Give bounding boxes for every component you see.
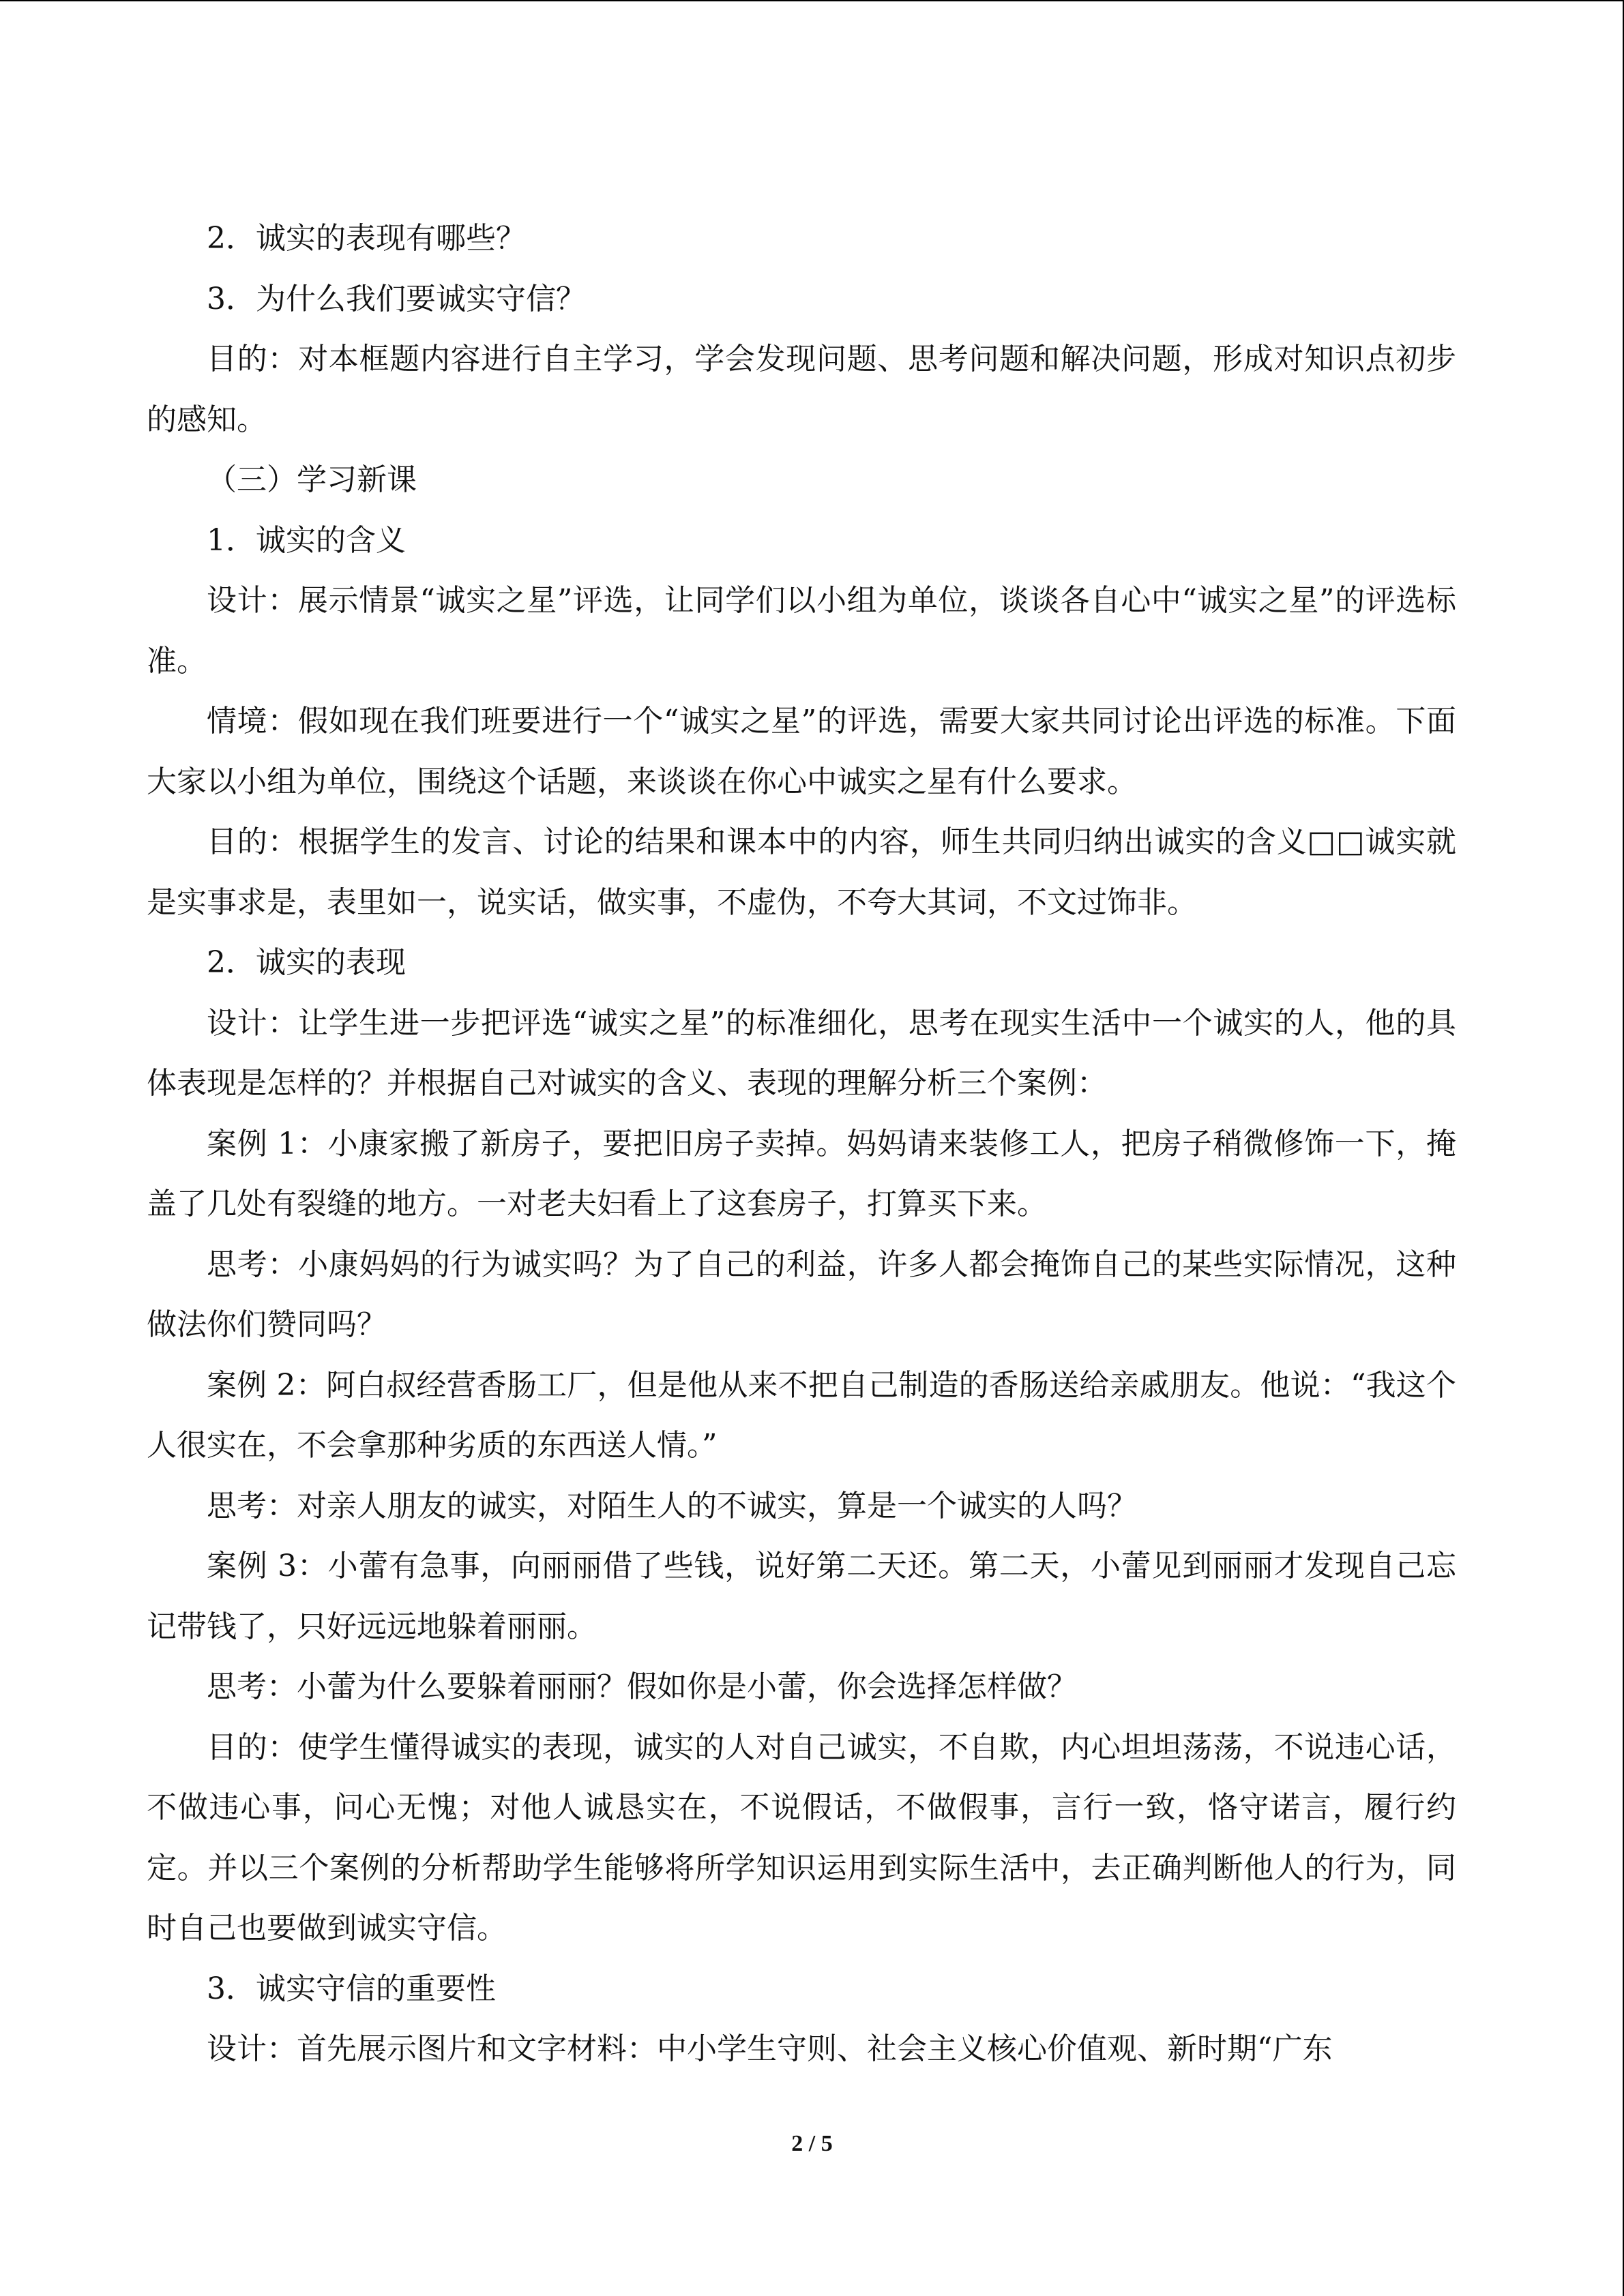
purpose-paragraph: 目的：根据学生的发言、讨论的结果和课本中的内容，师生共同归纳出诚实的含义□□诚实就是实事求是，表里如一，说实话，做实事，不虚伪，不夸大其词，不文过饰非。 — [147, 824, 1456, 920]
think-paragraph: 思考：小蕾为什么要躲着丽丽？假如你是小蕾，你会选择怎样做？ — [207, 1669, 1077, 1704]
subheading-honesty-behaviors: 2．诚实的表现 — [207, 945, 406, 980]
think-paragraph: 思考：小康妈妈的行为诚实吗？为了自己的利益，许多人都会掩饰自己的某些实际情况，这种做法你们赞同吗？ — [147, 1247, 1456, 1342]
document-body — [147, 209, 1456, 2080]
question-2: 2．诚实的表现有哪些？ — [207, 221, 526, 256]
design-paragraph: 设计：展示情景“诚实之星”评选，让同学们以小组为单位，谈谈各自心中“诚实之星”的评选标准。 — [147, 583, 1456, 679]
case-2-paragraph: 案例 2：阿白叔经营香肠工厂，但是他从来不把自己制造的香肠送给亲戚朋友。他说：“我这个人很实在，不会拿那种劣质的东西送人情。” — [147, 1367, 1456, 1463]
design-paragraph: 设计：首先展示图片和文字材料：中小学生守则、社会主义核心价值观、新时期“广东 — [207, 2031, 1333, 2066]
think-paragraph: 思考：对亲人朋友的诚实，对陌生人的不诚实，算是一个诚实的人吗？ — [207, 1488, 1137, 1523]
section-heading-new-lesson: （三）学习新课 — [207, 462, 417, 497]
subheading-meaning-of-honesty: 1．诚实的含义 — [207, 522, 406, 558]
design-paragraph: 设计：让学生进一步把评选“诚实之星”的标准细化，思考在现实生活中一个诚实的人，他的具体表现是怎样的？并根据自己对诚实的含义、表现的理解分析三个案例： — [147, 1005, 1456, 1101]
case-3-paragraph: 案例 3：小蕾有急事，向丽丽借了些钱，说好第二天还。第二天，小蕾见到丽丽才发现自己忘记带钱了，只好远远地躲着丽丽。 — [147, 1549, 1456, 1644]
page-number: 2 / 5 — [791, 2131, 833, 2156]
purpose-paragraph: 目的：使学生懂得诚实的表现，诚实的人对自己诚实，不自欺，内心坦坦荡荡，不说违心话，不做违心事，问心无愧；对他人诚恳实在，不说假话，不做假事，言行一致，恪守诺言，履行约定。并以三个案例的分析帮助学生能够将所学知识运用到实际生活中，去正确判断他人的行为，同时自己也要做到诚实守信。 — [147, 1729, 1456, 1945]
case-1-paragraph: 案例 1：小康家搬了新房子，要把旧房子卖掉。妈妈请来装修工人，把房子稍微修饰一下，掩盖了几处有裂缝的地方。一对老夫妇看上了这套房子，打算买下来。 — [147, 1126, 1456, 1221]
question-3: 3．为什么我们要诚实守信？ — [207, 281, 586, 316]
scenario-paragraph: 情境：假如现在我们班要进行一个“诚实之星”的评选，需要大家共同讨论出评选的标准。下面大家以小组为单位，围绕这个话题，来谈谈在你心中诚实之星有什么要求。 — [147, 704, 1456, 799]
purpose-paragraph: 目的：对本框题内容进行自主学习，学会发现问题、思考问题和解决问题，形成对知识点初步的感知。 — [147, 342, 1456, 437]
subheading-importance: 3．诚实守信的重要性 — [207, 1971, 496, 2006]
